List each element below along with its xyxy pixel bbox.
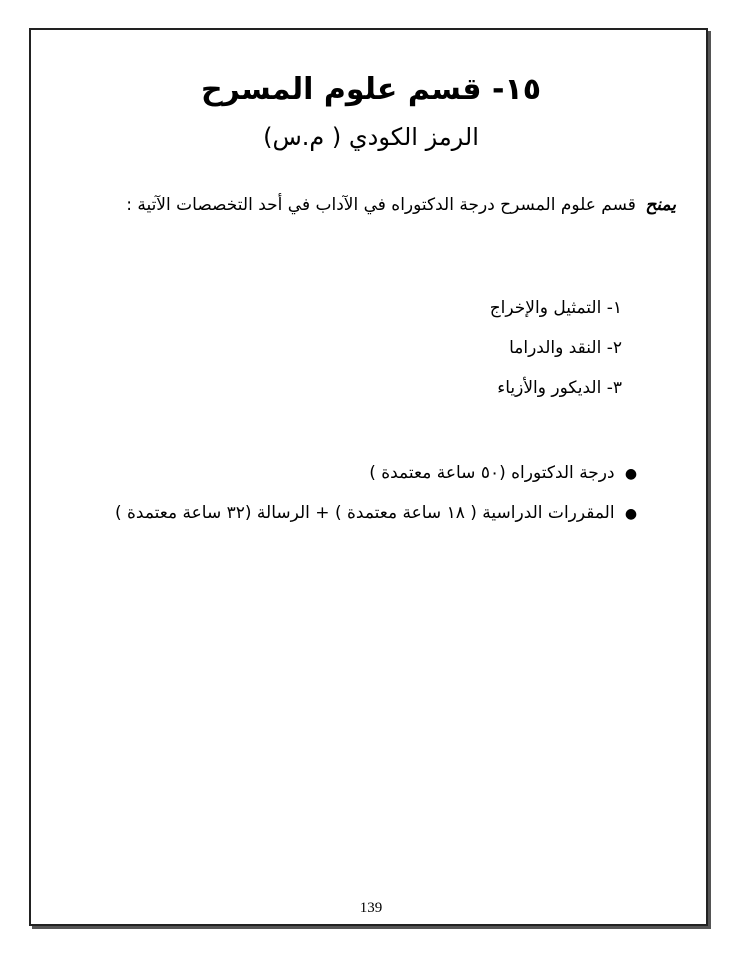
bullet-icon: ●: [624, 506, 638, 522]
intro-lead-word: يمنح: [645, 195, 676, 215]
page-title: ١٥- قسم علوم المسرح: [200, 72, 542, 107]
list-item: ١- التمثيل والإخراج: [489, 298, 622, 318]
specializations-list: [300, 290, 622, 410]
credit-hours-list: [64, 456, 642, 536]
page-number: 139: [359, 900, 383, 916]
code-line: الرمز الكودي ( م.س): [263, 123, 479, 151]
list-item: ٣- الديكور والأزياء: [497, 378, 622, 398]
list-item: [64, 496, 642, 536]
list-item: ٢- النقد والدراما: [509, 338, 622, 358]
bullet-text: المقررات الدراسية ( ١٨ ساعة معتمدة ) + الرسالة (٣٢ ساعة معتمدة ): [114, 503, 615, 523]
bullet-icon: ●: [624, 466, 638, 482]
bullet-text: درجة الدكتوراه (٥٠ ساعة معتمدة ): [369, 463, 615, 483]
list-item: [64, 456, 642, 496]
intro-text: قسم علوم المسرح درجة الدكتوراه في الآداب في أحد التخصصات الآتية :: [126, 195, 636, 215]
intro-paragraph: [64, 188, 676, 222]
